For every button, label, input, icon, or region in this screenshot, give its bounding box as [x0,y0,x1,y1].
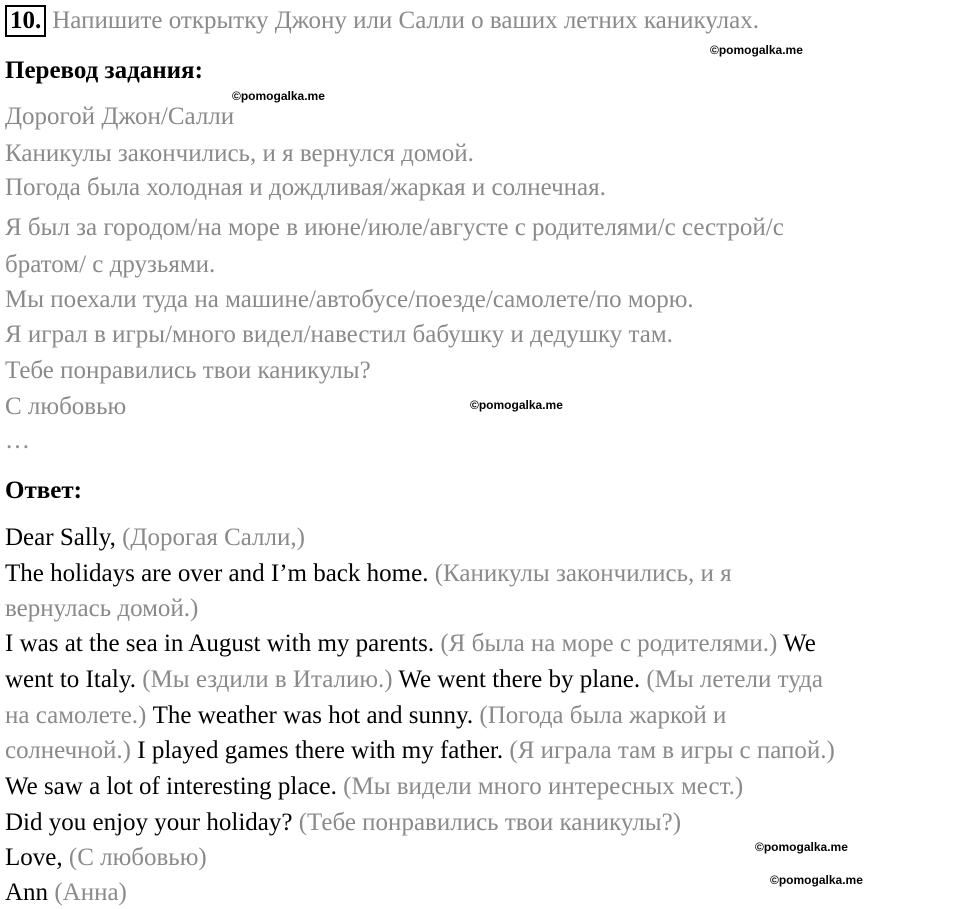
translation-line: Я играл в игры/много видел/навестил бабушку и дедушку там. [5,321,673,348]
answer-translation-text: (Дорогая Салли,) [122,524,305,551]
translation-line: … [5,427,30,454]
answer-line [5,559,732,589]
translation-line: Я был за городом/на море в июне/июле/августе с родителями/с сестрой/с [5,214,784,241]
translation-line: С любовью [5,393,127,420]
answer-english-text: went to Italy. [5,666,143,693]
answer-line [5,629,816,659]
watermark: ©pomogalka.me [232,89,325,103]
answer-english-text: The holidays are over and I’m back home. [5,560,435,587]
answer-english-text: The weather was hot and sunny. [152,702,480,729]
answer-line [5,594,198,624]
watermark: ©pomogalka.me [755,840,848,854]
translation-line: Погода была холодная и дождливая/жаркая и солнечная. [5,174,606,201]
task-line [5,5,759,37]
answer-translation-text: (Анна) [54,879,127,906]
translation-line: Дорогой Джон/Салли [5,103,235,130]
answer-line [5,665,823,695]
answer-english-text: I was at the sea in August with my parents. [5,630,441,657]
answer-english-text: Love, [5,844,69,871]
translation-line: Тебе понравились твои каникулы? [5,357,371,384]
answer-line [5,843,207,873]
answer-line [5,736,835,766]
watermark: ©pomogalka.me [470,398,563,412]
task-number: 10. [5,5,46,37]
answer-translation-text: (Мы летели туда [646,666,823,693]
answer-translation-text: (Я была на море с родителями.) [440,630,784,657]
translation-line: Каникулы закончились, и я вернулся домой. [5,140,474,167]
task-text: Напишите открытку Джону или Салли о ваших летних каникулах. [52,7,759,34]
answer-heading: Ответ: [5,477,82,504]
answer-translation-text: (Тебе понравились твои каникулы?) [298,809,682,836]
answer-english-text: Did you enjoy your holiday? [5,809,299,836]
answer-translation-text: (С любовью) [68,844,207,871]
watermark: ©pomogalka.me [770,873,863,887]
answer-english-text: We saw a lot of interesting place. [5,773,344,800]
answer-english-text: I played games there with my father. [137,737,510,764]
answer-english-text: We [783,630,816,657]
answer-line [5,772,743,802]
answer-line [5,808,681,838]
answer-english-text: Ann [5,879,55,906]
answer-translation-text: (Погода была жаркой и [479,702,727,729]
answer-english-text: Dear Sally, [5,524,123,551]
answer-translation-text: вернулась домой.) [5,595,199,622]
answer-line [5,701,726,731]
translation-heading: Перевод задания: [5,57,203,84]
answer-translation-text: солнечной.) [5,737,138,764]
answer-line [5,523,305,553]
answer-translation-text: на самолете.) [5,702,153,729]
answer-translation-text: (Мы ездили в Италию.) [142,666,399,693]
answer-translation-text: (Я играла там в игры с папой.) [509,737,835,764]
answer-translation-text: (Мы видели много интересных мест.) [343,773,744,800]
translation-line: Мы поехали туда на машине/автобусе/поезде/самолете/по морю. [5,286,694,313]
answer-translation-text: (Каникулы закончились, и я [434,560,732,587]
translation-line: братом/ с друзьями. [5,251,216,278]
answer-line [5,878,127,908]
answer-english-text: We went there by plane. [398,666,647,693]
watermark: ©pomogalka.me [710,43,803,57]
